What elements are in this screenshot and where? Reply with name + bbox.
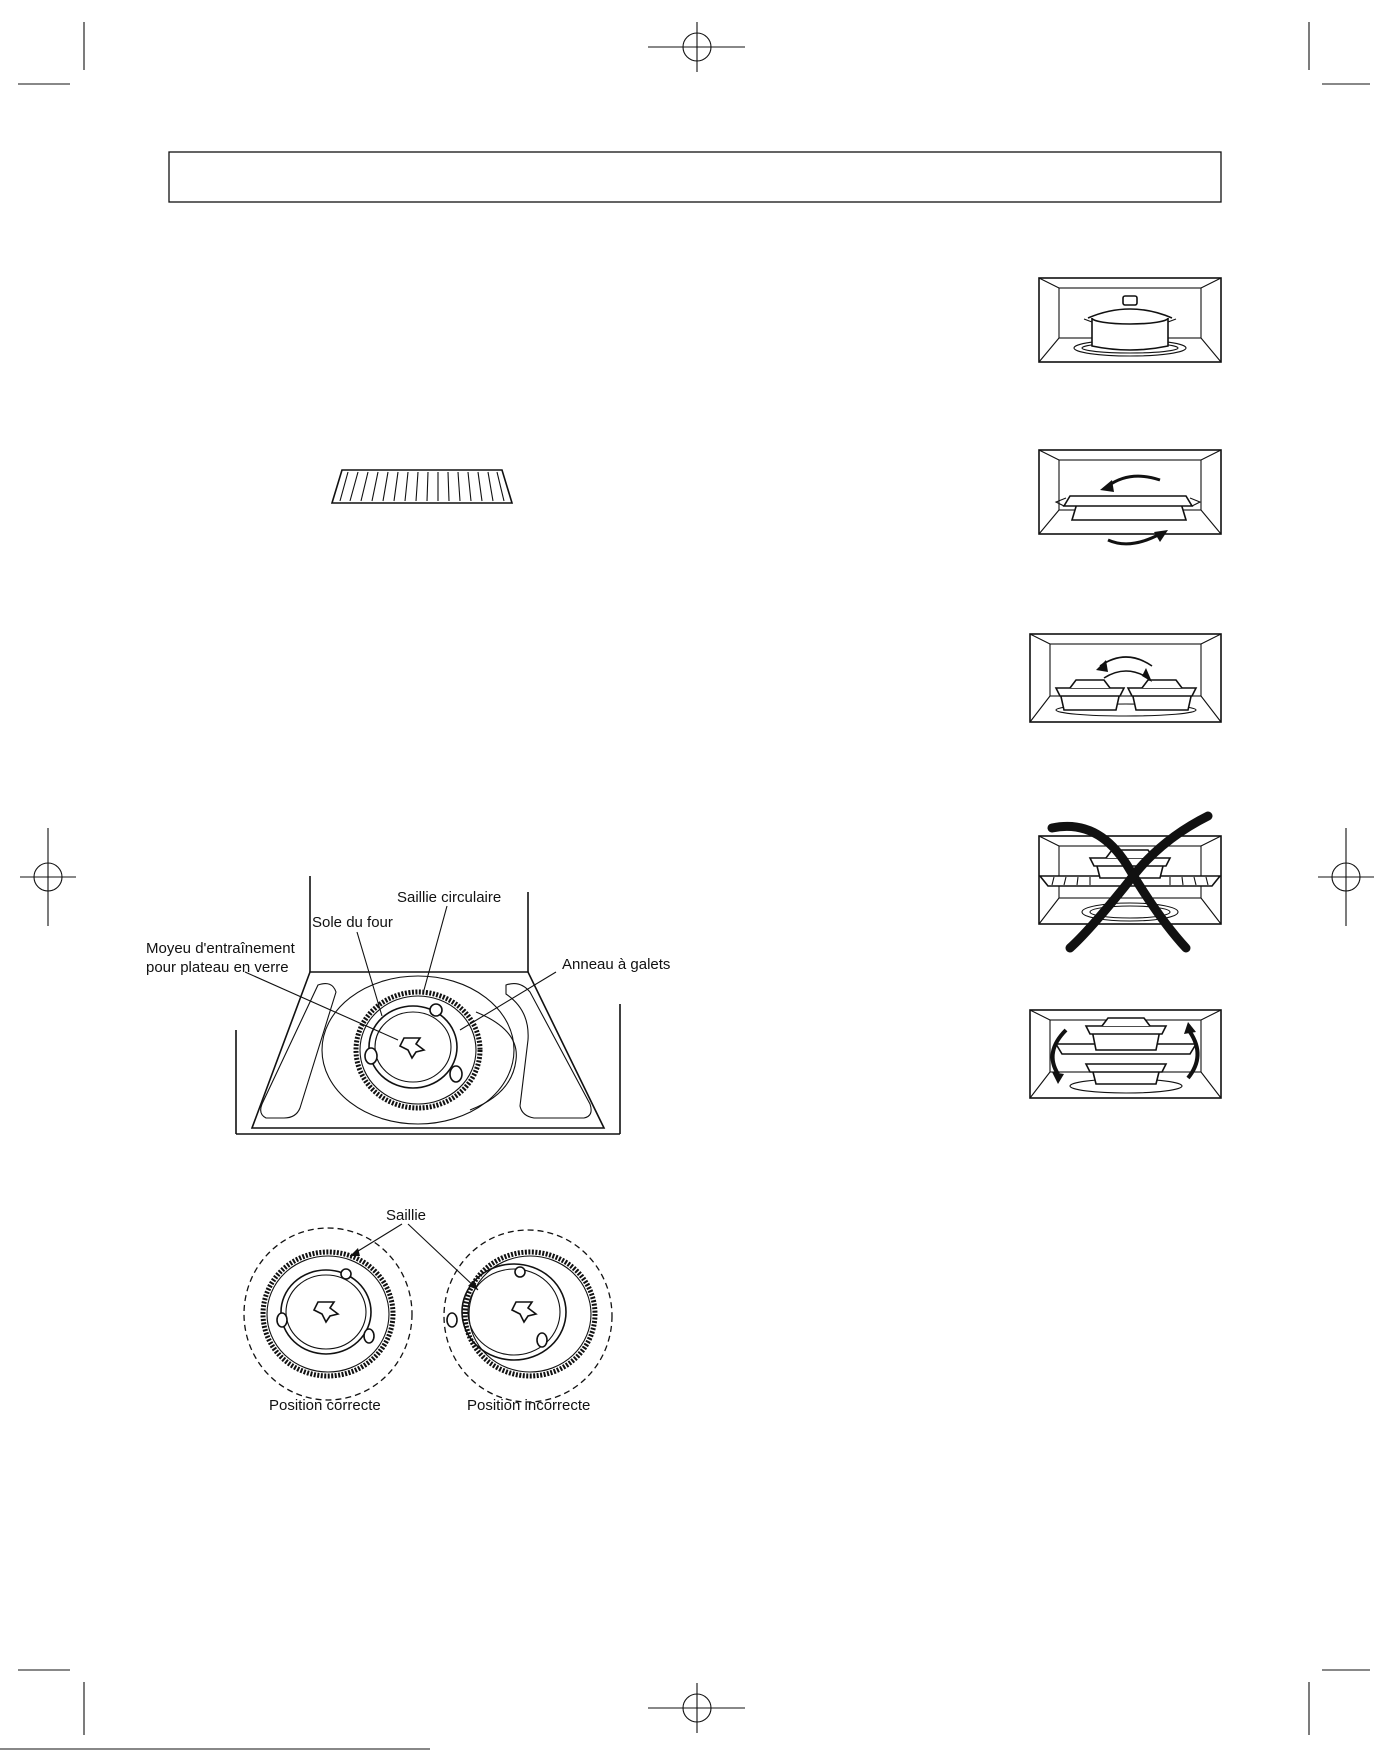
label-moyeu-line2: pour plateau en verre — [146, 959, 289, 976]
label-saillie: Saillie — [386, 1207, 427, 1224]
oven-swap-levels-illustration — [1030, 1010, 1221, 1098]
oven-floor-diagram — [236, 876, 620, 1134]
label-moyeu-line1: Moyeu d'entraînement — [146, 940, 295, 957]
label-sole-du-four: Sole du four — [312, 914, 393, 931]
saillie-leader-lines — [350, 1224, 478, 1290]
position-correcte-diagram — [244, 1228, 412, 1400]
position-incorrecte-diagram — [444, 1230, 612, 1402]
oven-pot-illustration — [1039, 278, 1221, 362]
registration-target-icon — [1318, 828, 1374, 926]
registration-target-icon — [648, 1683, 745, 1733]
label-anneau-a-galets: Anneau à galets — [562, 956, 671, 973]
label-position-incorrecte: Position incorrecte — [467, 1397, 591, 1414]
label-position-correcte: Position correcte — [269, 1397, 381, 1414]
oven-rotate-dish-illustration — [1039, 450, 1221, 544]
oven-wrong-use-illustration — [1039, 816, 1221, 948]
registration-target-icon — [20, 828, 76, 926]
registration-target-icon — [648, 22, 745, 72]
rack-illustration — [332, 470, 512, 503]
header-box — [169, 152, 1221, 202]
label-saillie-circulaire: Saillie circulaire — [397, 889, 502, 906]
oven-swap-dishes-illustration — [1030, 634, 1221, 722]
